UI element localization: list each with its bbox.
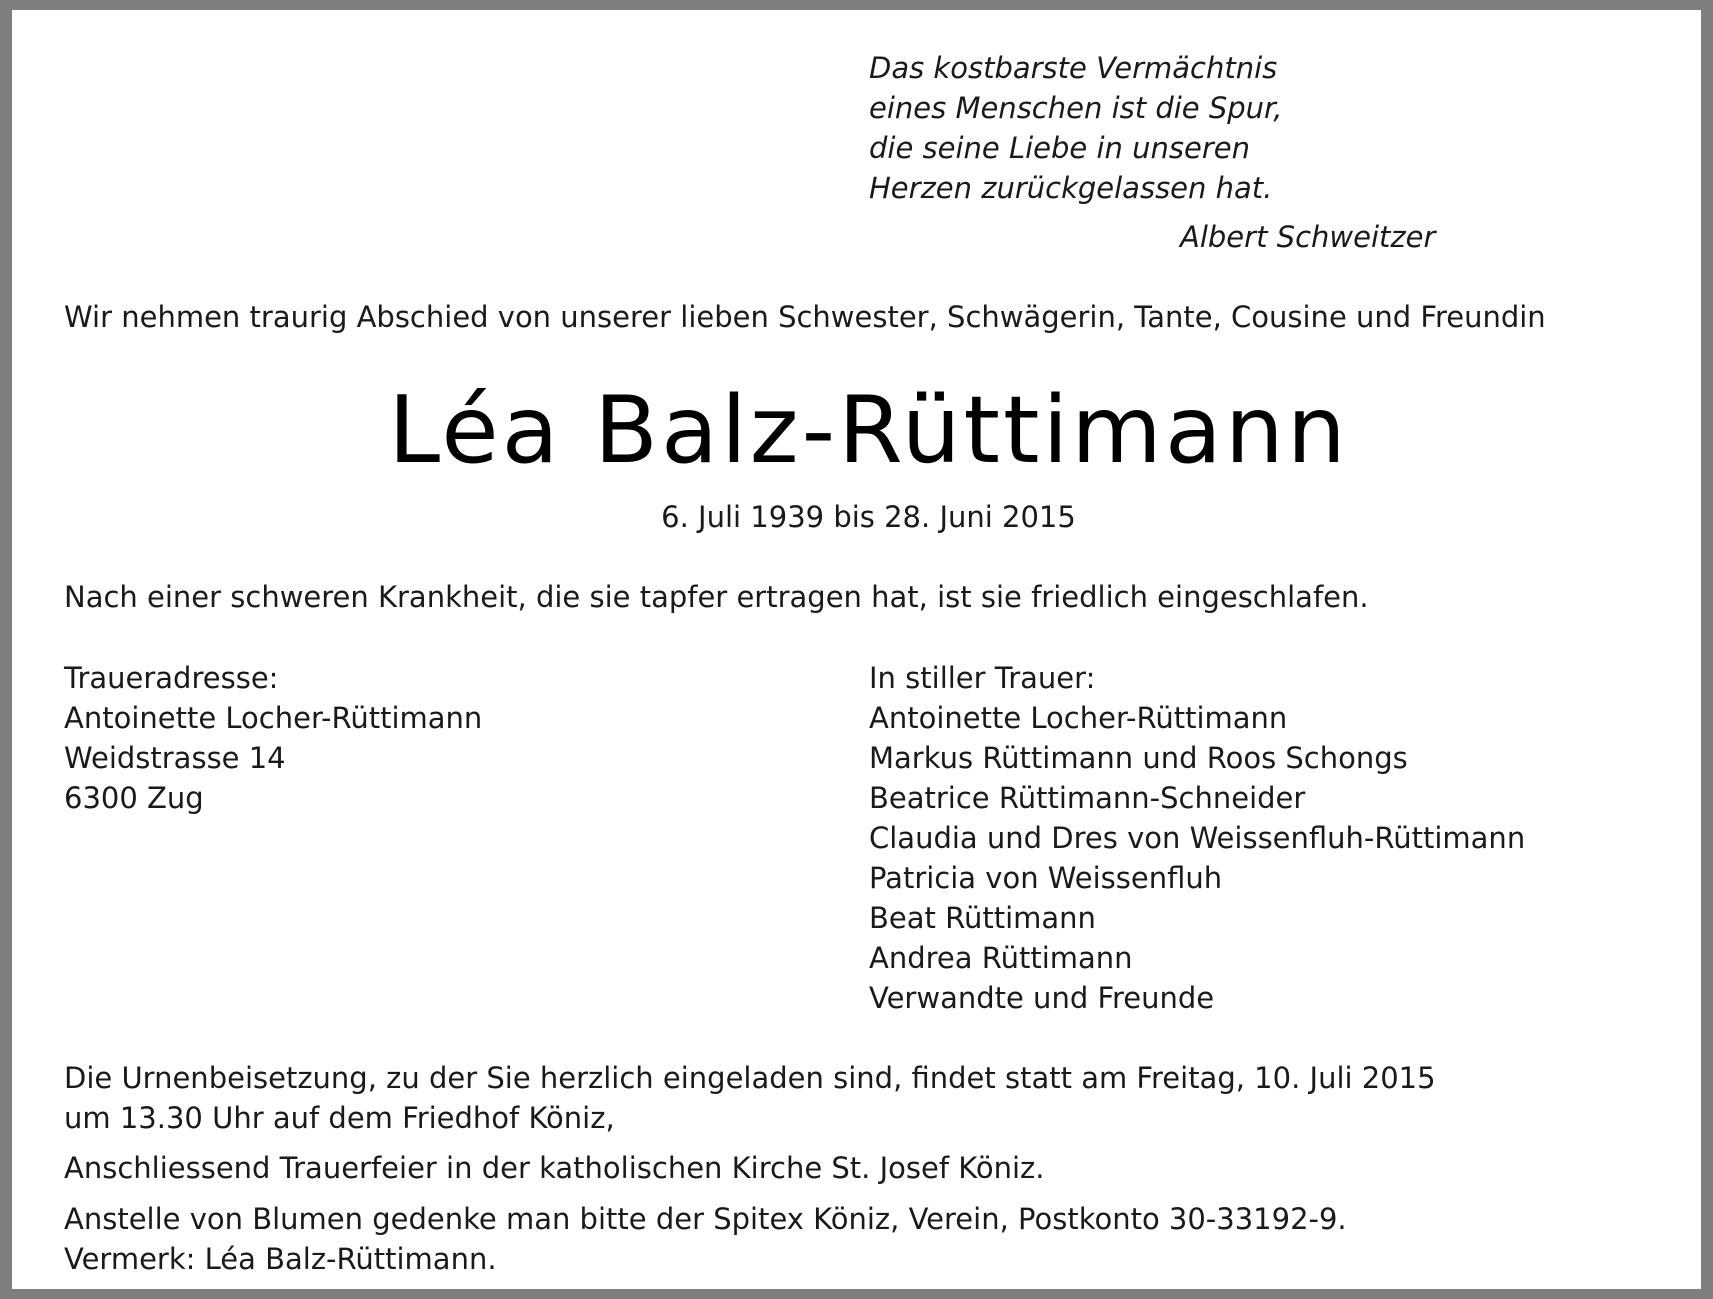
mourner-name: Patricia von Weissenfluh (869, 861, 1223, 895)
address-line: 6300 Zug (64, 781, 204, 815)
donation-line: Vermerk: Léa Balz-Rüttimann. (64, 1242, 497, 1276)
mourner-name: Verwandte und Freunde (869, 981, 1215, 1015)
address-line: Antoinette Locher-Rüttimann (64, 701, 483, 735)
intro-text: Wir nehmen traurig Abschied von unserer lieben Schwester, Schwägerin, Tante, Cousine und Freundin (64, 300, 1546, 334)
mourner-name: Claudia und Dres von Weissenfluh-Rüttimann (869, 821, 1526, 855)
burial-line: Die Urnenbeisetzung, zu der Sie herzlich eingeladen sind, findet statt am Freitag, 10. Juli 2015 (64, 1061, 1436, 1095)
quote-line: Das kostbarste Vermächtnis (869, 51, 1278, 85)
quote-line: eines Menschen ist die Spur, (869, 91, 1283, 125)
quote-author: Albert Schweitzer (1180, 220, 1436, 254)
burial-line: um 13.30 Uhr auf dem Friedhof Köniz, (64, 1101, 615, 1135)
burial-info (64, 1058, 1436, 1138)
quote-line: Herzen zurückgelassen hat. (869, 171, 1273, 205)
deceased-name: Léa Balz-Rüttimann (388, 376, 1349, 484)
mourners-list (869, 658, 1525, 1018)
mourner-name: Antoinette Locher-Rüttimann (869, 701, 1288, 735)
quote-line: die seine Liebe in unseren (869, 131, 1251, 165)
address-line: Weidstrasse 14 (64, 741, 286, 775)
mourners-heading: In stiller Trauer: (869, 661, 1096, 695)
quote (869, 48, 1283, 208)
mourning-address (64, 658, 482, 818)
life-dates: 6. Juli 1939 bis 28. Juni 2015 (661, 500, 1076, 534)
service-info: Anschliessend Trauerfeier in der katholischen Kirche St. Josef Köniz. (64, 1151, 1045, 1185)
address-heading: Traueradresse: (64, 661, 279, 695)
donation-info (64, 1199, 1347, 1279)
mourner-name: Markus Rüttimann und Roos Schongs (869, 741, 1408, 775)
mourner-name: Andrea Rüttimann (869, 941, 1133, 975)
mourner-name: Beat Rüttimann (869, 901, 1096, 935)
passing-sentence: Nach einer schweren Krankheit, die sie tapfer ertragen hat, ist sie friedlich eingeschlafen. (64, 580, 1369, 614)
donation-line: Anstelle von Blumen gedenke man bitte der Spitex Köniz, Verein, Postkonto 30-33192-9. (64, 1202, 1347, 1236)
mourner-name: Beatrice Rüttimann-Schneider (869, 781, 1306, 815)
